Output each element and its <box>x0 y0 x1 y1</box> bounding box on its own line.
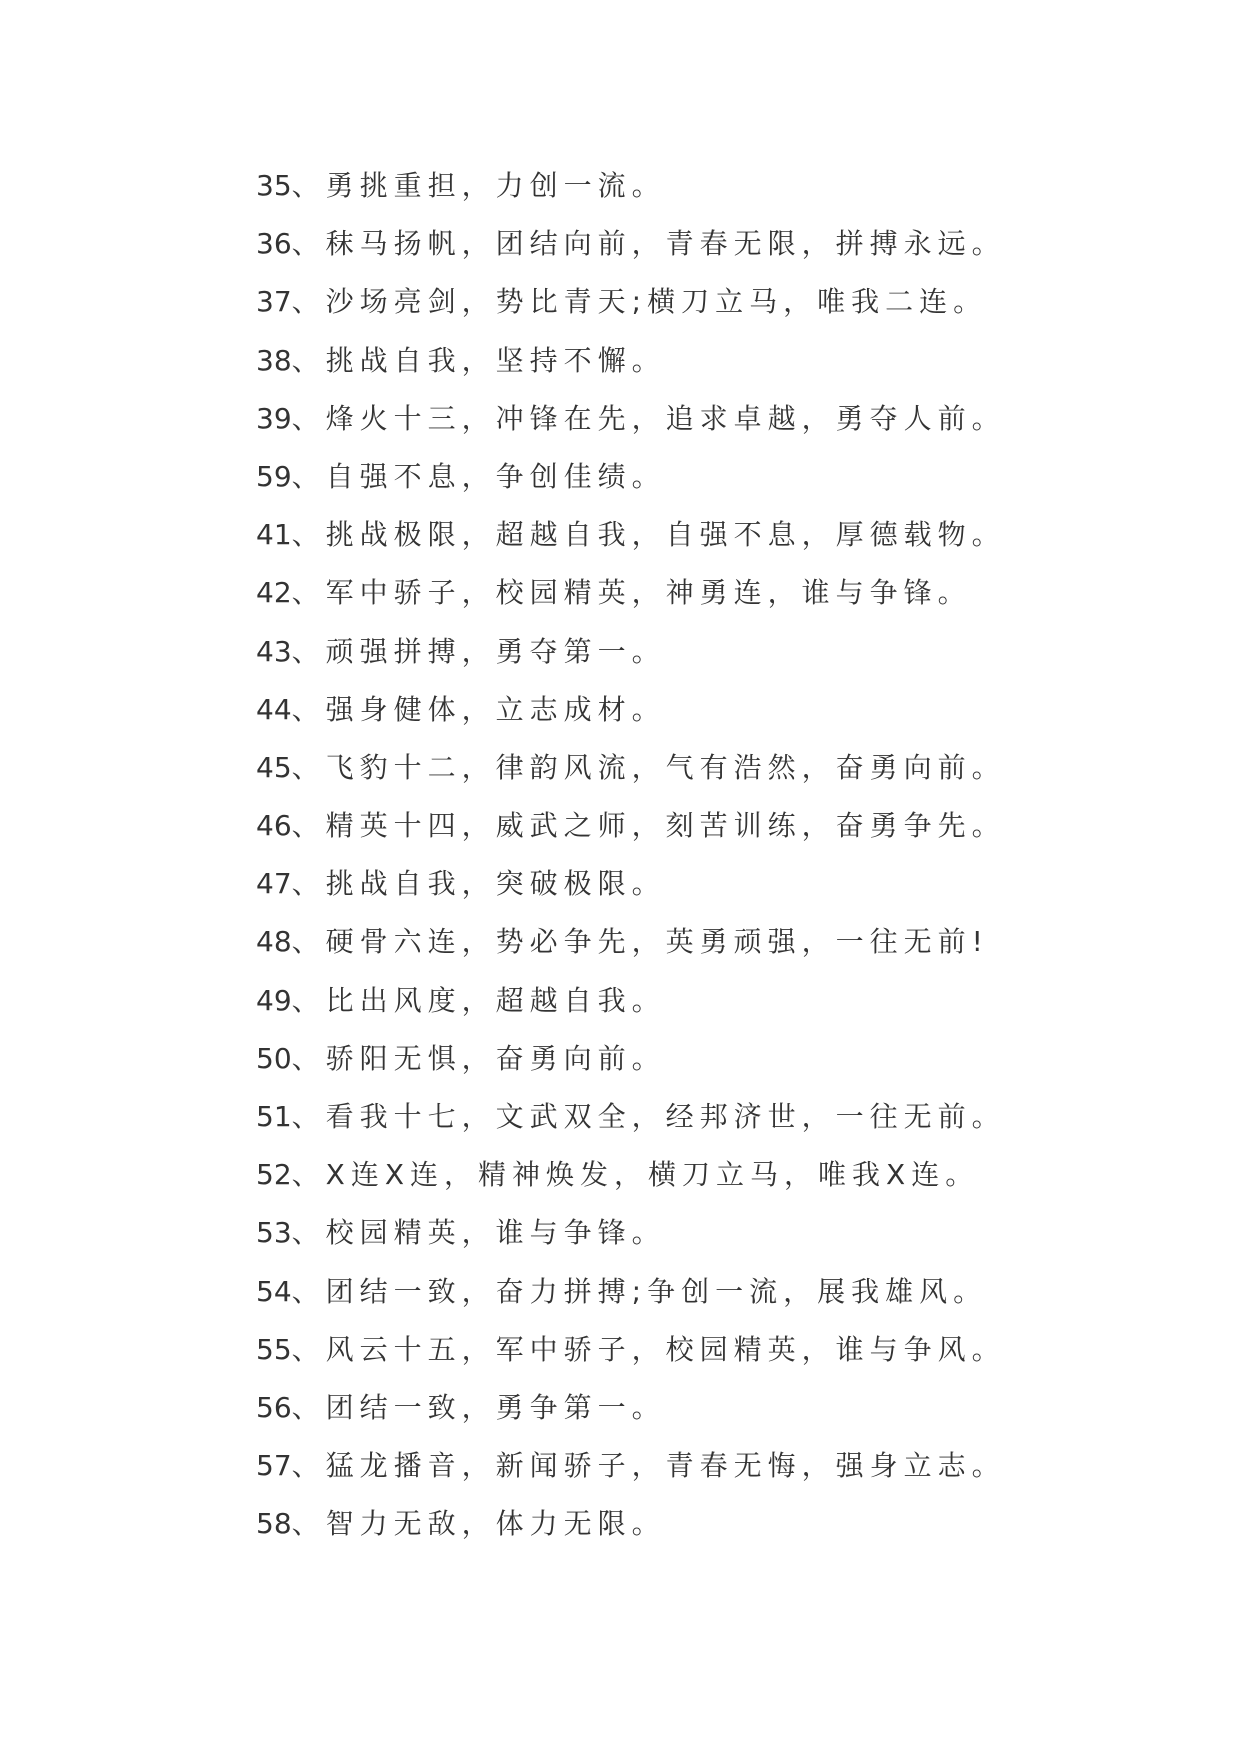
item-text: 、硬骨六连，势必争先，英勇顽强，一往无前! <box>291 925 989 959</box>
list-item <box>256 739 1176 797</box>
list-item <box>256 448 1176 506</box>
list-item <box>256 913 1176 971</box>
list-item <box>256 1263 1176 1321</box>
list-item <box>256 972 1176 1030</box>
item-number: 44 <box>256 692 292 726</box>
item-number: 42 <box>256 576 292 610</box>
item-number: 59 <box>256 459 292 493</box>
item-number: 57 <box>256 1449 292 1483</box>
list-item <box>256 855 1176 913</box>
item-text: 、自强不息，争创佳绩。 <box>291 459 666 493</box>
list-item <box>256 1379 1176 1437</box>
item-number: 41 <box>256 518 292 552</box>
item-text: 、智力无敌，体力无限。 <box>291 1507 666 1541</box>
item-text: 、挑战自我，坚持不懈。 <box>291 343 666 377</box>
item-text: 、团结一致，奋力拼搏;争创一流，展我雄风。 <box>291 1274 988 1308</box>
list-item <box>256 1204 1176 1262</box>
item-text: 、飞豹十二，律韵风流，气有浩然，奋勇向前。 <box>291 750 1006 784</box>
list-item <box>256 1495 1176 1553</box>
list-item <box>256 1030 1176 1088</box>
item-number: 56 <box>256 1390 292 1424</box>
list-item <box>256 1088 1176 1146</box>
list-item <box>256 1437 1176 1495</box>
item-number: 53 <box>256 1216 292 1250</box>
item-text: 、校园精英，谁与争锋。 <box>291 1216 666 1250</box>
item-number: 52 <box>256 1158 292 1192</box>
item-number: 45 <box>256 750 292 784</box>
item-number: 36 <box>256 227 292 261</box>
list-item <box>256 506 1176 564</box>
item-number: 51 <box>256 1100 292 1133</box>
list-item <box>256 273 1176 331</box>
item-text: 、风云十五，军中骄子，校园精英，谁与争风。 <box>291 1332 1006 1366</box>
item-text: 、看我十七，文武双全，经邦济世，一往无前。 <box>291 1100 1006 1133</box>
slogan-list <box>256 157 1176 1554</box>
item-text: 、猛龙播音，新闻骄子，青春无悔，强身立志。 <box>291 1449 1006 1483</box>
item-text: 、骄阳无惧，奋勇向前。 <box>291 1041 666 1075</box>
item-text: 、军中骄子，校园精英，神勇连，谁与争锋。 <box>291 576 972 610</box>
item-number: 58 <box>256 1507 292 1541</box>
item-text: 、烽火十三，冲锋在先，追求卓越，勇夺人前。 <box>291 401 1006 435</box>
item-text: 、比出风度，超越自我。 <box>291 983 666 1017</box>
list-item <box>256 564 1176 622</box>
item-number: 50 <box>256 1041 292 1075</box>
item-number: 47 <box>256 867 292 901</box>
item-text: 、精英十四，威武之师，刻苦训练，奋勇争先。 <box>291 809 1006 843</box>
item-text: 、强身健体，立志成材。 <box>291 692 666 726</box>
item-text: 、秣马扬帆，团结向前，青春无限，拼搏永远。 <box>291 227 1006 261</box>
list-item <box>256 1321 1176 1379</box>
item-number: 38 <box>256 343 292 377</box>
item-text: 、挑战极限，超越自我，自强不息，厚德载物。 <box>291 518 1006 552</box>
item-number: 46 <box>256 809 292 843</box>
item-number: 39 <box>256 401 292 435</box>
item-number: 48 <box>256 925 292 959</box>
item-number: 49 <box>256 983 292 1017</box>
item-number: 37 <box>256 285 292 319</box>
item-number: 43 <box>256 634 292 668</box>
list-item <box>256 332 1176 390</box>
item-text: 、团结一致，勇争第一。 <box>291 1390 666 1424</box>
list-item <box>256 215 1176 273</box>
item-number: 35 <box>256 169 292 202</box>
item-number: 55 <box>256 1332 292 1366</box>
item-text: 、沙场亮剑，势比青天;横刀立马，唯我二连。 <box>291 285 988 319</box>
list-item <box>256 390 1176 448</box>
item-number: 54 <box>256 1274 292 1308</box>
item-text: 、顽强拼搏，勇夺第一。 <box>291 634 666 668</box>
list-item <box>256 157 1176 215</box>
list-item <box>256 623 1176 681</box>
list-item <box>256 1146 1176 1204</box>
item-text: 、X连X连，精神焕发，横刀立马，唯我X连。 <box>291 1158 980 1192</box>
list-item <box>256 797 1176 855</box>
item-text: 、挑战自我，突破极限。 <box>291 867 666 901</box>
list-item <box>256 681 1176 739</box>
item-text: 、勇挑重担，力创一流。 <box>291 169 666 202</box>
